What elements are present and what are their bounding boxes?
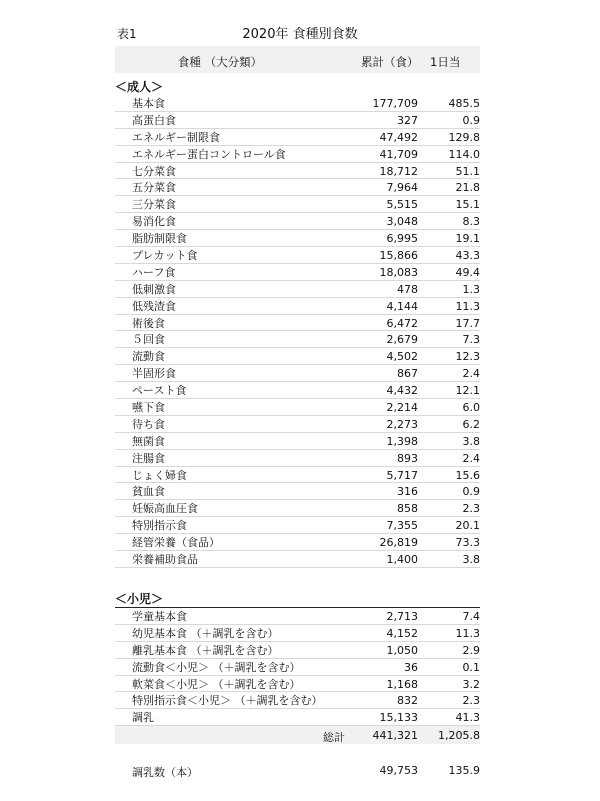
section-title-child: ＜小児＞ — [115, 592, 164, 606]
row-cumulative: 26,819 — [379, 536, 418, 550]
row-food-name: 五分菜食 — [132, 181, 176, 195]
table-row — [115, 416, 480, 433]
row-per-day: 12.3 — [455, 350, 480, 364]
table-row — [115, 129, 480, 146]
row-food-name: 基本食 — [132, 97, 165, 110]
row-food-name: 七分菜食 — [132, 164, 176, 178]
row-per-day: 6.0 — [462, 401, 480, 415]
total-per-day: 1,205.8 — [438, 729, 480, 742]
table-row — [115, 95, 480, 112]
row-food-name: 三分菜食 — [132, 198, 176, 212]
total-cumulative: 441,321 — [372, 729, 418, 742]
table-row — [115, 264, 480, 281]
row-food-name: ５回食 — [132, 333, 165, 347]
table-row — [115, 365, 480, 382]
table-row — [115, 213, 480, 230]
row-per-day: 41.3 — [455, 711, 480, 725]
row-food-name: 易消化食 — [132, 215, 176, 229]
milk-count-per-day: 135.9 — [448, 764, 480, 777]
table-row — [115, 230, 480, 247]
row-food-name: 学童基本食 — [132, 610, 187, 623]
table-row — [115, 450, 480, 467]
row-cumulative: 18,083 — [379, 265, 418, 279]
row-per-day: 2.3 — [462, 502, 480, 516]
row-per-day: 6.2 — [462, 417, 480, 431]
row-food-name: 離乳基本食 （＋調乳を含む） — [132, 643, 279, 657]
row-cumulative: 2,679 — [386, 333, 418, 347]
table-row — [115, 348, 480, 365]
row-food-name: 妊娠高血圧食 — [132, 502, 198, 516]
row-cumulative: 7,964 — [386, 181, 418, 195]
table-row — [115, 163, 480, 180]
row-per-day: 15.6 — [455, 468, 480, 482]
table-row — [115, 709, 480, 726]
row-cumulative: 5,717 — [386, 468, 418, 482]
column-header-cumulative: 累計（食） — [361, 55, 419, 69]
table-row — [115, 112, 480, 129]
row-per-day: 73.3 — [455, 536, 480, 550]
row-per-day: 0.1 — [462, 660, 480, 674]
table-row — [115, 196, 480, 213]
row-cumulative: 1,168 — [386, 677, 418, 691]
row-food-name: 待ち食 — [132, 417, 165, 431]
table-row — [115, 146, 480, 163]
row-cumulative: 832 — [397, 694, 418, 708]
row-cumulative: 1,400 — [386, 553, 418, 567]
table-row — [115, 298, 480, 315]
column-header-food: 食種 （大分類） — [177, 55, 263, 69]
table-row — [115, 399, 480, 416]
row-cumulative: 3,048 — [386, 215, 418, 229]
row-food-name: 嚥下食 — [132, 401, 165, 415]
row-per-day: 17.7 — [455, 316, 480, 330]
row-per-day: 129.8 — [448, 130, 480, 144]
table-row — [115, 247, 480, 264]
row-food-name: エネルギー制限食 — [132, 130, 220, 144]
table-row — [115, 692, 480, 709]
row-cumulative: 478 — [397, 282, 418, 296]
page-title: 2020年 食種別食数 — [242, 27, 358, 42]
row-food-name: 栄養補助食品 — [132, 553, 198, 567]
table-row — [115, 281, 480, 298]
table-row — [115, 331, 480, 348]
row-food-name: 流動食＜小児＞ （＋調乳を含む） — [132, 660, 301, 674]
table-header — [115, 46, 480, 73]
row-food-name: ハーフ食 — [132, 265, 176, 279]
row-per-day: 3.2 — [462, 677, 480, 691]
row-per-day: 8.3 — [462, 215, 480, 229]
child-table — [115, 607, 480, 726]
row-per-day: 15.1 — [455, 198, 480, 212]
row-food-name: 特別指示食 — [132, 519, 187, 533]
row-per-day: 2.4 — [462, 367, 480, 381]
row-per-day: 0.9 — [462, 113, 480, 127]
row-per-day: 51.1 — [455, 164, 480, 178]
section-title-adult: ＜成人＞ — [115, 80, 164, 94]
row-food-name: エネルギー蛋白コントロール食 — [132, 147, 286, 161]
row-cumulative: 2,713 — [386, 610, 418, 623]
row-food-name: 術後食 — [132, 316, 165, 330]
row-cumulative: 18,712 — [379, 164, 418, 178]
row-food-name: 貧血食 — [132, 485, 165, 499]
table-row — [115, 382, 480, 399]
row-cumulative: 41,709 — [379, 147, 418, 161]
row-cumulative: 177,709 — [372, 97, 418, 110]
row-per-day: 0.9 — [462, 485, 480, 499]
row-per-day: 20.1 — [455, 519, 480, 533]
row-cumulative: 47,492 — [379, 130, 418, 144]
table-label: 表1 — [117, 27, 137, 41]
row-food-name: 無菌食 — [132, 434, 165, 448]
row-cumulative: 867 — [397, 367, 418, 381]
row-per-day: 11.3 — [455, 299, 480, 313]
row-food-name: じょく婦食 — [132, 468, 187, 482]
row-cumulative: 2,273 — [386, 417, 418, 431]
row-cumulative: 15,133 — [379, 711, 418, 725]
row-cumulative: 4,502 — [386, 350, 418, 364]
row-cumulative: 36 — [404, 660, 418, 674]
row-cumulative: 1,050 — [386, 643, 418, 657]
row-food-name: 幼児基本食 （＋調乳を含む） — [132, 626, 279, 640]
table-row — [115, 179, 480, 196]
row-cumulative: 7,355 — [386, 519, 418, 533]
table-row — [115, 483, 480, 500]
table-row — [115, 608, 480, 625]
row-food-name: 脂肪制限食 — [132, 232, 187, 246]
milk-count-cumulative: 49,753 — [379, 764, 418, 777]
row-food-name: 高蛋白食 — [132, 113, 176, 127]
row-cumulative: 4,152 — [386, 626, 418, 640]
row-food-name: 調乳 — [132, 711, 154, 725]
row-cumulative: 15,866 — [379, 249, 418, 263]
row-per-day: 21.8 — [455, 181, 480, 195]
row-cumulative: 4,432 — [386, 384, 418, 398]
row-per-day: 2.9 — [462, 643, 480, 657]
row-food-name: 流動食 — [132, 350, 165, 364]
table-row — [115, 517, 480, 534]
row-per-day: 1.3 — [462, 282, 480, 296]
row-per-day: 3.8 — [462, 553, 480, 567]
table-row — [115, 315, 480, 332]
row-per-day: 49.4 — [455, 265, 480, 279]
row-per-day: 485.5 — [448, 97, 480, 110]
row-cumulative: 316 — [397, 485, 418, 499]
row-cumulative: 6,472 — [386, 316, 418, 330]
row-per-day: 2.3 — [462, 694, 480, 708]
row-food-name: ペースト食 — [132, 384, 187, 398]
column-header-per-day: 1日当 — [430, 55, 461, 69]
row-food-name: 半固形食 — [132, 367, 176, 381]
row-food-name: 低残渣食 — [132, 299, 176, 313]
row-cumulative: 858 — [397, 502, 418, 516]
milk-count-row — [115, 762, 480, 778]
row-per-day: 7.4 — [462, 610, 480, 623]
row-per-day: 12.1 — [455, 384, 480, 398]
table-row — [115, 467, 480, 484]
row-cumulative: 2,214 — [386, 401, 418, 415]
row-cumulative: 893 — [397, 451, 418, 465]
row-cumulative: 1,398 — [386, 434, 418, 448]
row-food-name: 注腸食 — [132, 451, 165, 465]
row-per-day: 3.8 — [462, 434, 480, 448]
row-per-day: 11.3 — [455, 626, 480, 640]
row-cumulative: 6,995 — [386, 232, 418, 246]
table-row — [115, 642, 480, 659]
table-row — [115, 676, 480, 693]
row-food-name: 低刺激食 — [132, 282, 176, 296]
row-cumulative: 5,515 — [386, 198, 418, 212]
row-food-name: 特別指示食＜小児＞ （＋調乳を含む） — [132, 694, 323, 708]
row-per-day: 43.3 — [455, 249, 480, 263]
milk-count-label: 調乳数（本） — [132, 766, 198, 779]
adult-table — [115, 95, 480, 568]
row-food-name: 軟菜食＜小児＞ （＋調乳を含む） — [132, 677, 301, 691]
row-per-day: 2.4 — [462, 451, 480, 465]
row-food-name: プレカット食 — [132, 249, 198, 263]
row-food-name: 経管栄養（食品） — [132, 536, 220, 550]
total-row — [115, 726, 480, 744]
table-row — [115, 659, 480, 676]
table-row — [115, 500, 480, 517]
row-per-day: 114.0 — [448, 147, 480, 161]
table-row — [115, 551, 480, 568]
table-row — [115, 534, 480, 551]
table-row — [115, 625, 480, 642]
row-per-day: 19.1 — [455, 232, 480, 246]
row-cumulative: 4,144 — [386, 299, 418, 313]
row-cumulative: 327 — [397, 113, 418, 127]
table-row — [115, 433, 480, 450]
total-label: 総計 — [323, 731, 345, 744]
row-per-day: 7.3 — [462, 333, 480, 347]
